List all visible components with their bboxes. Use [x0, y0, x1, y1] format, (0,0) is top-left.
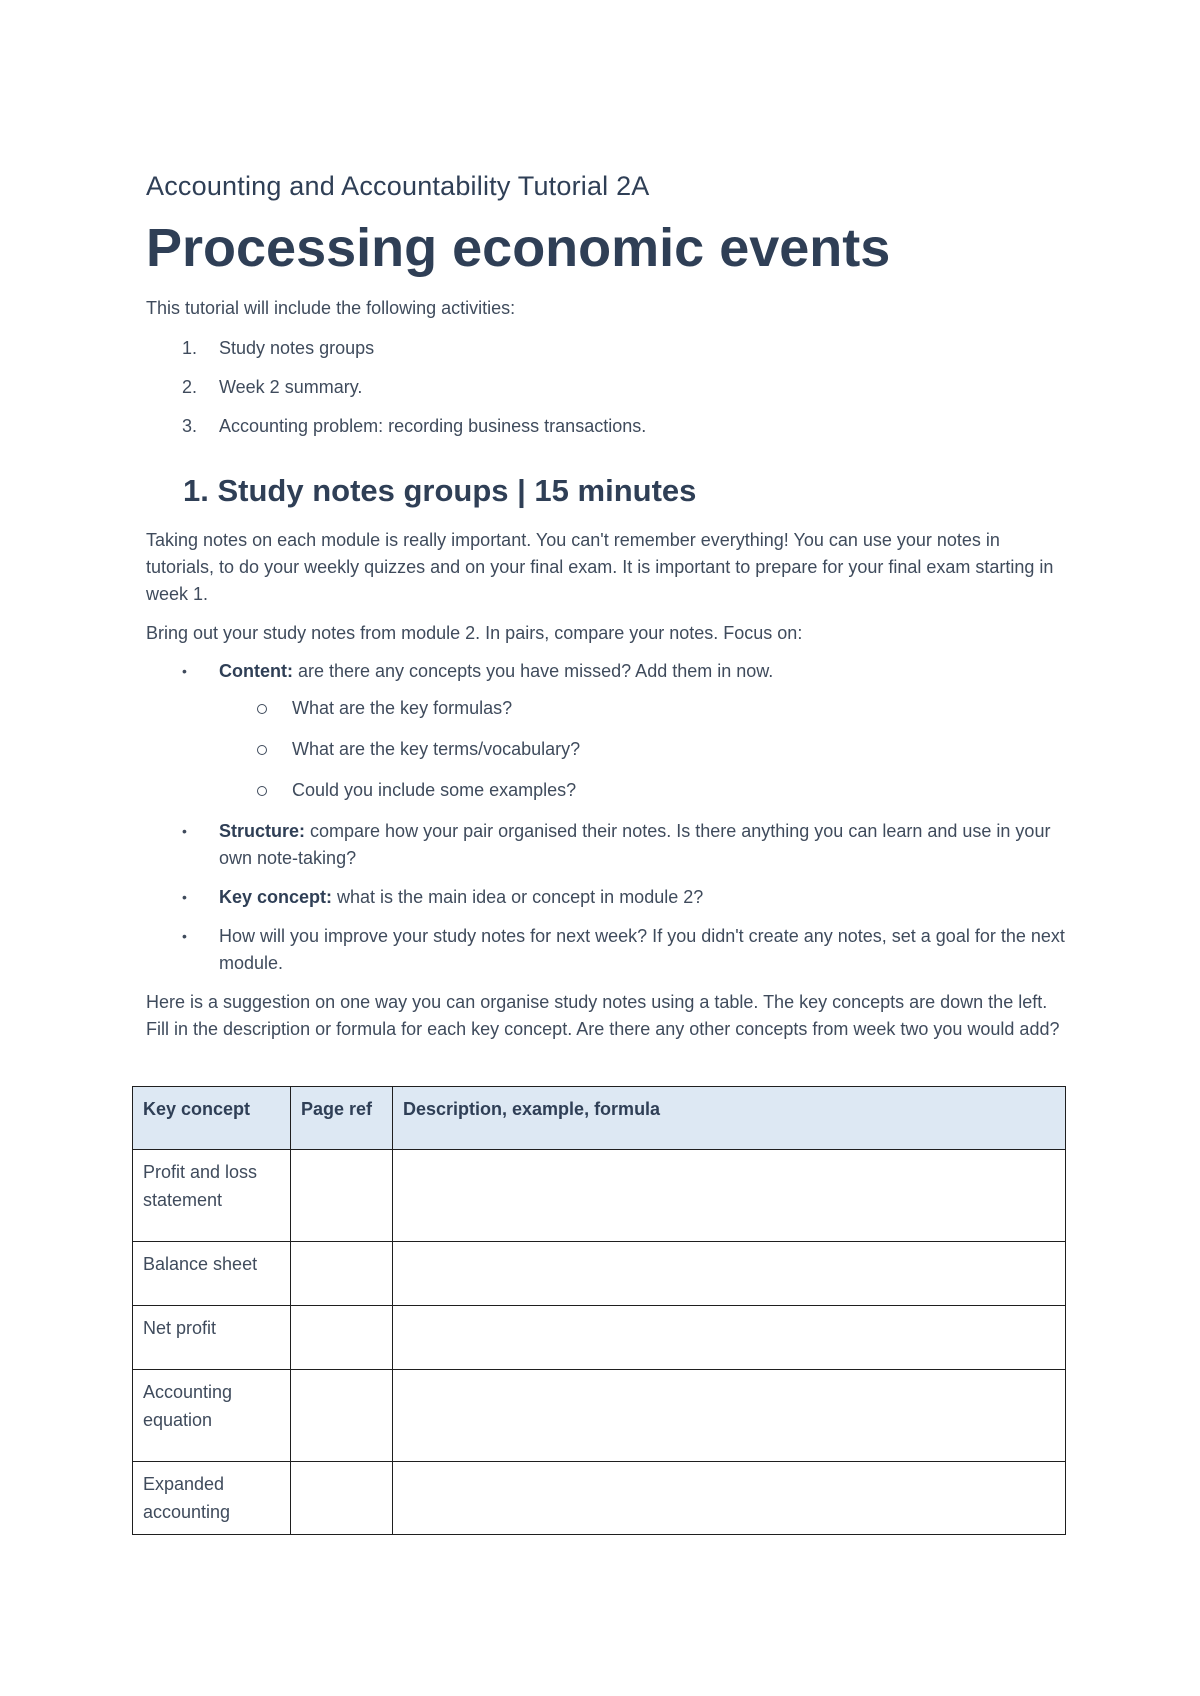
focus-label: Content:: [219, 661, 293, 681]
focus-list: [146, 658, 1066, 977]
page-ref-cell[interactable]: [291, 1370, 393, 1462]
page-ref-cell[interactable]: [291, 1242, 393, 1306]
sub-item: [292, 695, 1066, 722]
table-header-cell: Page ref: [291, 1087, 393, 1150]
sub-item-text: What are the key terms/vocabulary?: [292, 739, 581, 759]
document-title: Processing economic events: [146, 218, 891, 278]
table-header-row: [133, 1087, 1066, 1150]
activities-list: [146, 336, 1066, 438]
section-paragraph: Bring out your study notes from module 2. In pairs, compare your notes. Focus on:: [146, 623, 803, 643]
activity-item: [182, 336, 1066, 360]
page-ref-cell[interactable]: [291, 1462, 393, 1535]
focus-item: [182, 818, 1066, 872]
page-ref-cell[interactable]: [291, 1306, 393, 1370]
focus-item: [182, 923, 1066, 977]
key-concept-cell: Accounting equation: [133, 1370, 291, 1462]
section-paragraph: Taking notes on each module is really important. You can't remember everything! You can use your notes in tutorials, to do your weekly quizzes and on your final exam. It is important to prepare for your final exam starting in week 1.: [146, 530, 1054, 604]
activity-number: 2.: [182, 377, 198, 397]
activity-text: Study notes groups: [219, 338, 375, 358]
bullet-icon: •: [182, 663, 187, 679]
section-heading: 1. Study notes groups | 15 minutes: [183, 473, 697, 508]
activity-text: Accounting problem: recording business transactions.: [219, 416, 647, 436]
description-cell[interactable]: [393, 1462, 1066, 1535]
activity-number: 1.: [182, 338, 198, 358]
table-header-cell: Key concept: [133, 1087, 291, 1150]
focus-item: [182, 884, 1066, 911]
key-concept-cell: Expanded accounting: [133, 1462, 291, 1535]
section-paragraph: Here is a suggestion on one way you can organise study notes using a table. The key concepts are down the left. Fill in the description or formula for each key concept. Are there any other concepts from week two you would add?: [146, 992, 1060, 1039]
intro-text: This tutorial will include the following activities:: [146, 298, 516, 318]
bullet-icon: •: [182, 823, 187, 839]
description-cell[interactable]: [393, 1150, 1066, 1242]
bullet-icon: •: [182, 928, 187, 944]
sub-item: [292, 777, 1066, 804]
description-cell[interactable]: [393, 1306, 1066, 1370]
page-ref-cell[interactable]: [291, 1150, 393, 1242]
table-row: [133, 1150, 1066, 1242]
sub-item-text: What are the key formulas?: [292, 698, 513, 718]
document-subtitle: Accounting and Accountability Tutorial 2A: [146, 171, 650, 201]
table-row: [133, 1462, 1066, 1535]
focus-text: compare how your pair organised their notes. Is there anything you can learn and use in your own note-taking?: [219, 821, 1051, 868]
activity-item: [182, 414, 1066, 438]
study-notes-table: [132, 1086, 1066, 1535]
activity-number: 3.: [182, 416, 198, 436]
table-row: [133, 1306, 1066, 1370]
document-content: [146, 168, 1066, 1043]
key-concept-cell: Balance sheet: [133, 1242, 291, 1306]
circle-bullet-icon: [257, 704, 267, 714]
activity-text: Week 2 summary.: [219, 377, 363, 397]
activity-item: [182, 375, 1066, 399]
focus-text: what is the main idea or concept in module 2?: [332, 887, 704, 907]
bullet-icon: •: [182, 889, 187, 905]
focus-label: Key concept:: [219, 887, 333, 907]
key-concept-cell: Profit and loss statement: [133, 1150, 291, 1242]
description-cell[interactable]: [393, 1242, 1066, 1306]
sub-item-text: Could you include some examples?: [292, 780, 577, 800]
sub-list: [219, 695, 1066, 804]
circle-bullet-icon: [257, 745, 267, 755]
circle-bullet-icon: [257, 786, 267, 796]
focus-text: are there any concepts you have missed? Add them in now.: [292, 661, 774, 681]
description-cell[interactable]: [393, 1370, 1066, 1462]
key-concept-cell: Net profit: [133, 1306, 291, 1370]
table-row: [133, 1242, 1066, 1306]
table-header-cell: Description, example, formula: [393, 1087, 1066, 1150]
table-row: [133, 1370, 1066, 1462]
focus-label: Structure:: [219, 821, 306, 841]
sub-item: [292, 736, 1066, 763]
focus-item: [182, 658, 1066, 804]
focus-text: How will you improve your study notes for next week? If you didn't create any notes, set a goal for the next module.: [219, 926, 1065, 973]
